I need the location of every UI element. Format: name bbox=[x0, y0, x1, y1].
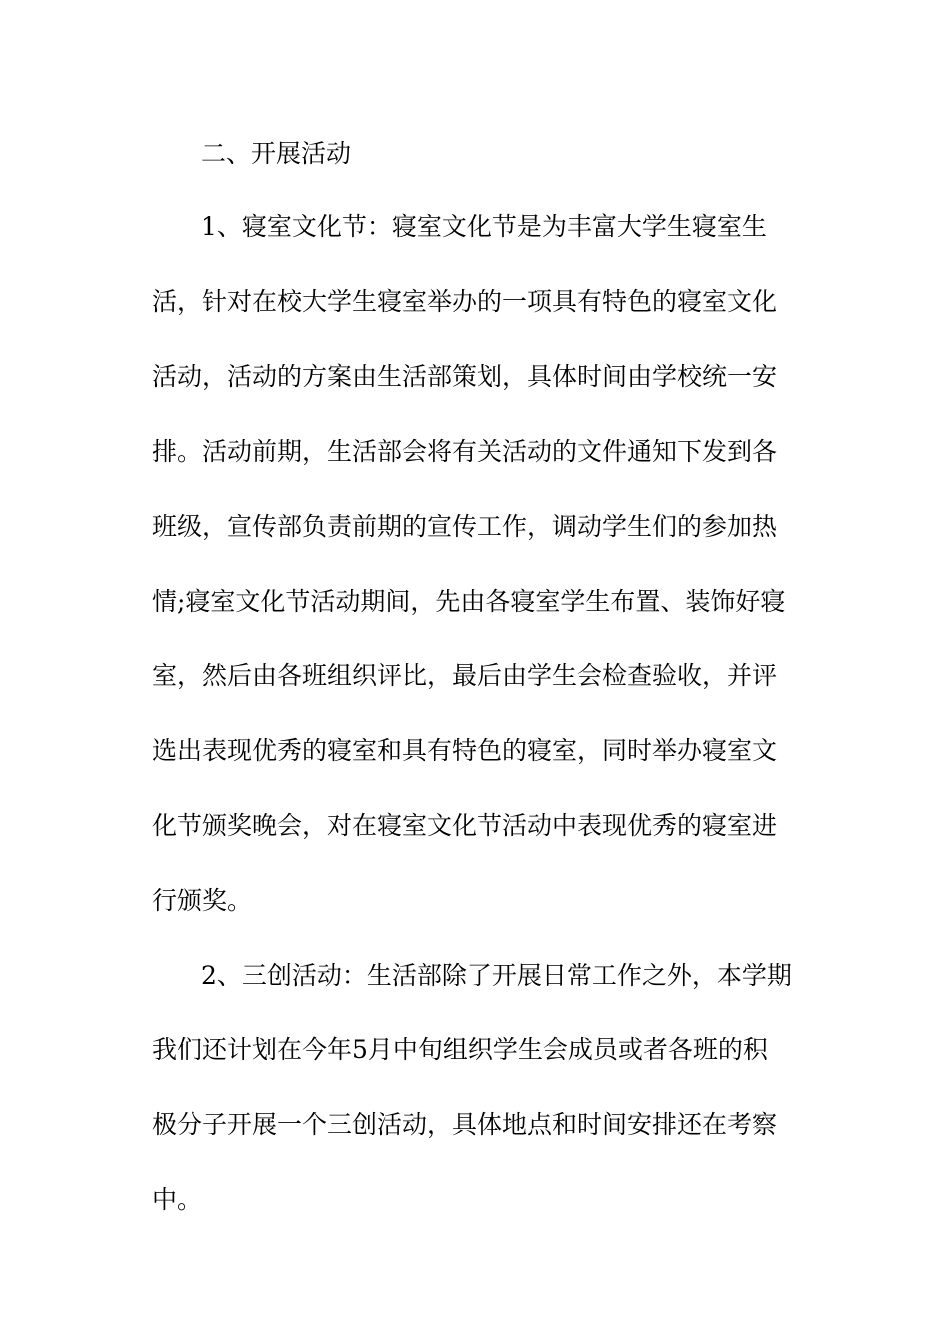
paragraph-line: 活，针对在校大学生寝室举办的一项具有特色的寝室文化 bbox=[152, 287, 778, 316]
paragraph-line: 行颁奖。 bbox=[152, 886, 253, 915]
paragraph-line: 情;寝室文化节活动期间，先由各寝室学生布置、装饰好寝 bbox=[152, 587, 786, 616]
paragraph-line: 我们还计划在今年5月中旬组织学生会成员或者各班的积 bbox=[152, 1035, 768, 1064]
paragraph-line: 班级，宣传部负责前期的宣传工作，调动学生们的参加热 bbox=[152, 512, 778, 541]
paragraph-line: 中。 bbox=[152, 1185, 203, 1214]
paragraph-line: 选出表现优秀的寝室和具有特色的寝室，同时举办寝室文 bbox=[152, 736, 778, 765]
paragraph-line: 化节颁奖晚会，对在寝室文化节活动中表现优秀的寝室进 bbox=[152, 811, 778, 840]
paragraph-line: 1、寝室文化节：寝室文化节是为丰富大学生寝室生 bbox=[201, 212, 767, 241]
paragraph-line: 极分子开展一个三创活动，具体地点和时间安排还在考察 bbox=[152, 1110, 778, 1139]
paragraph-line: 排。活动前期，生活部会将有关活动的文件通知下发到各 bbox=[152, 437, 778, 466]
paragraph-line: 活动，活动的方案由生活部策划，具体时间由学校统一安 bbox=[152, 362, 778, 391]
paragraph-line: 室，然后由各班组织评比，最后由学生会检查验收，并评 bbox=[152, 661, 778, 690]
paragraph-line: 2、三创活动：生活部除了开展日常工作之外，本学期 bbox=[201, 961, 792, 990]
section-heading: 二、开展活动 bbox=[201, 139, 352, 168]
